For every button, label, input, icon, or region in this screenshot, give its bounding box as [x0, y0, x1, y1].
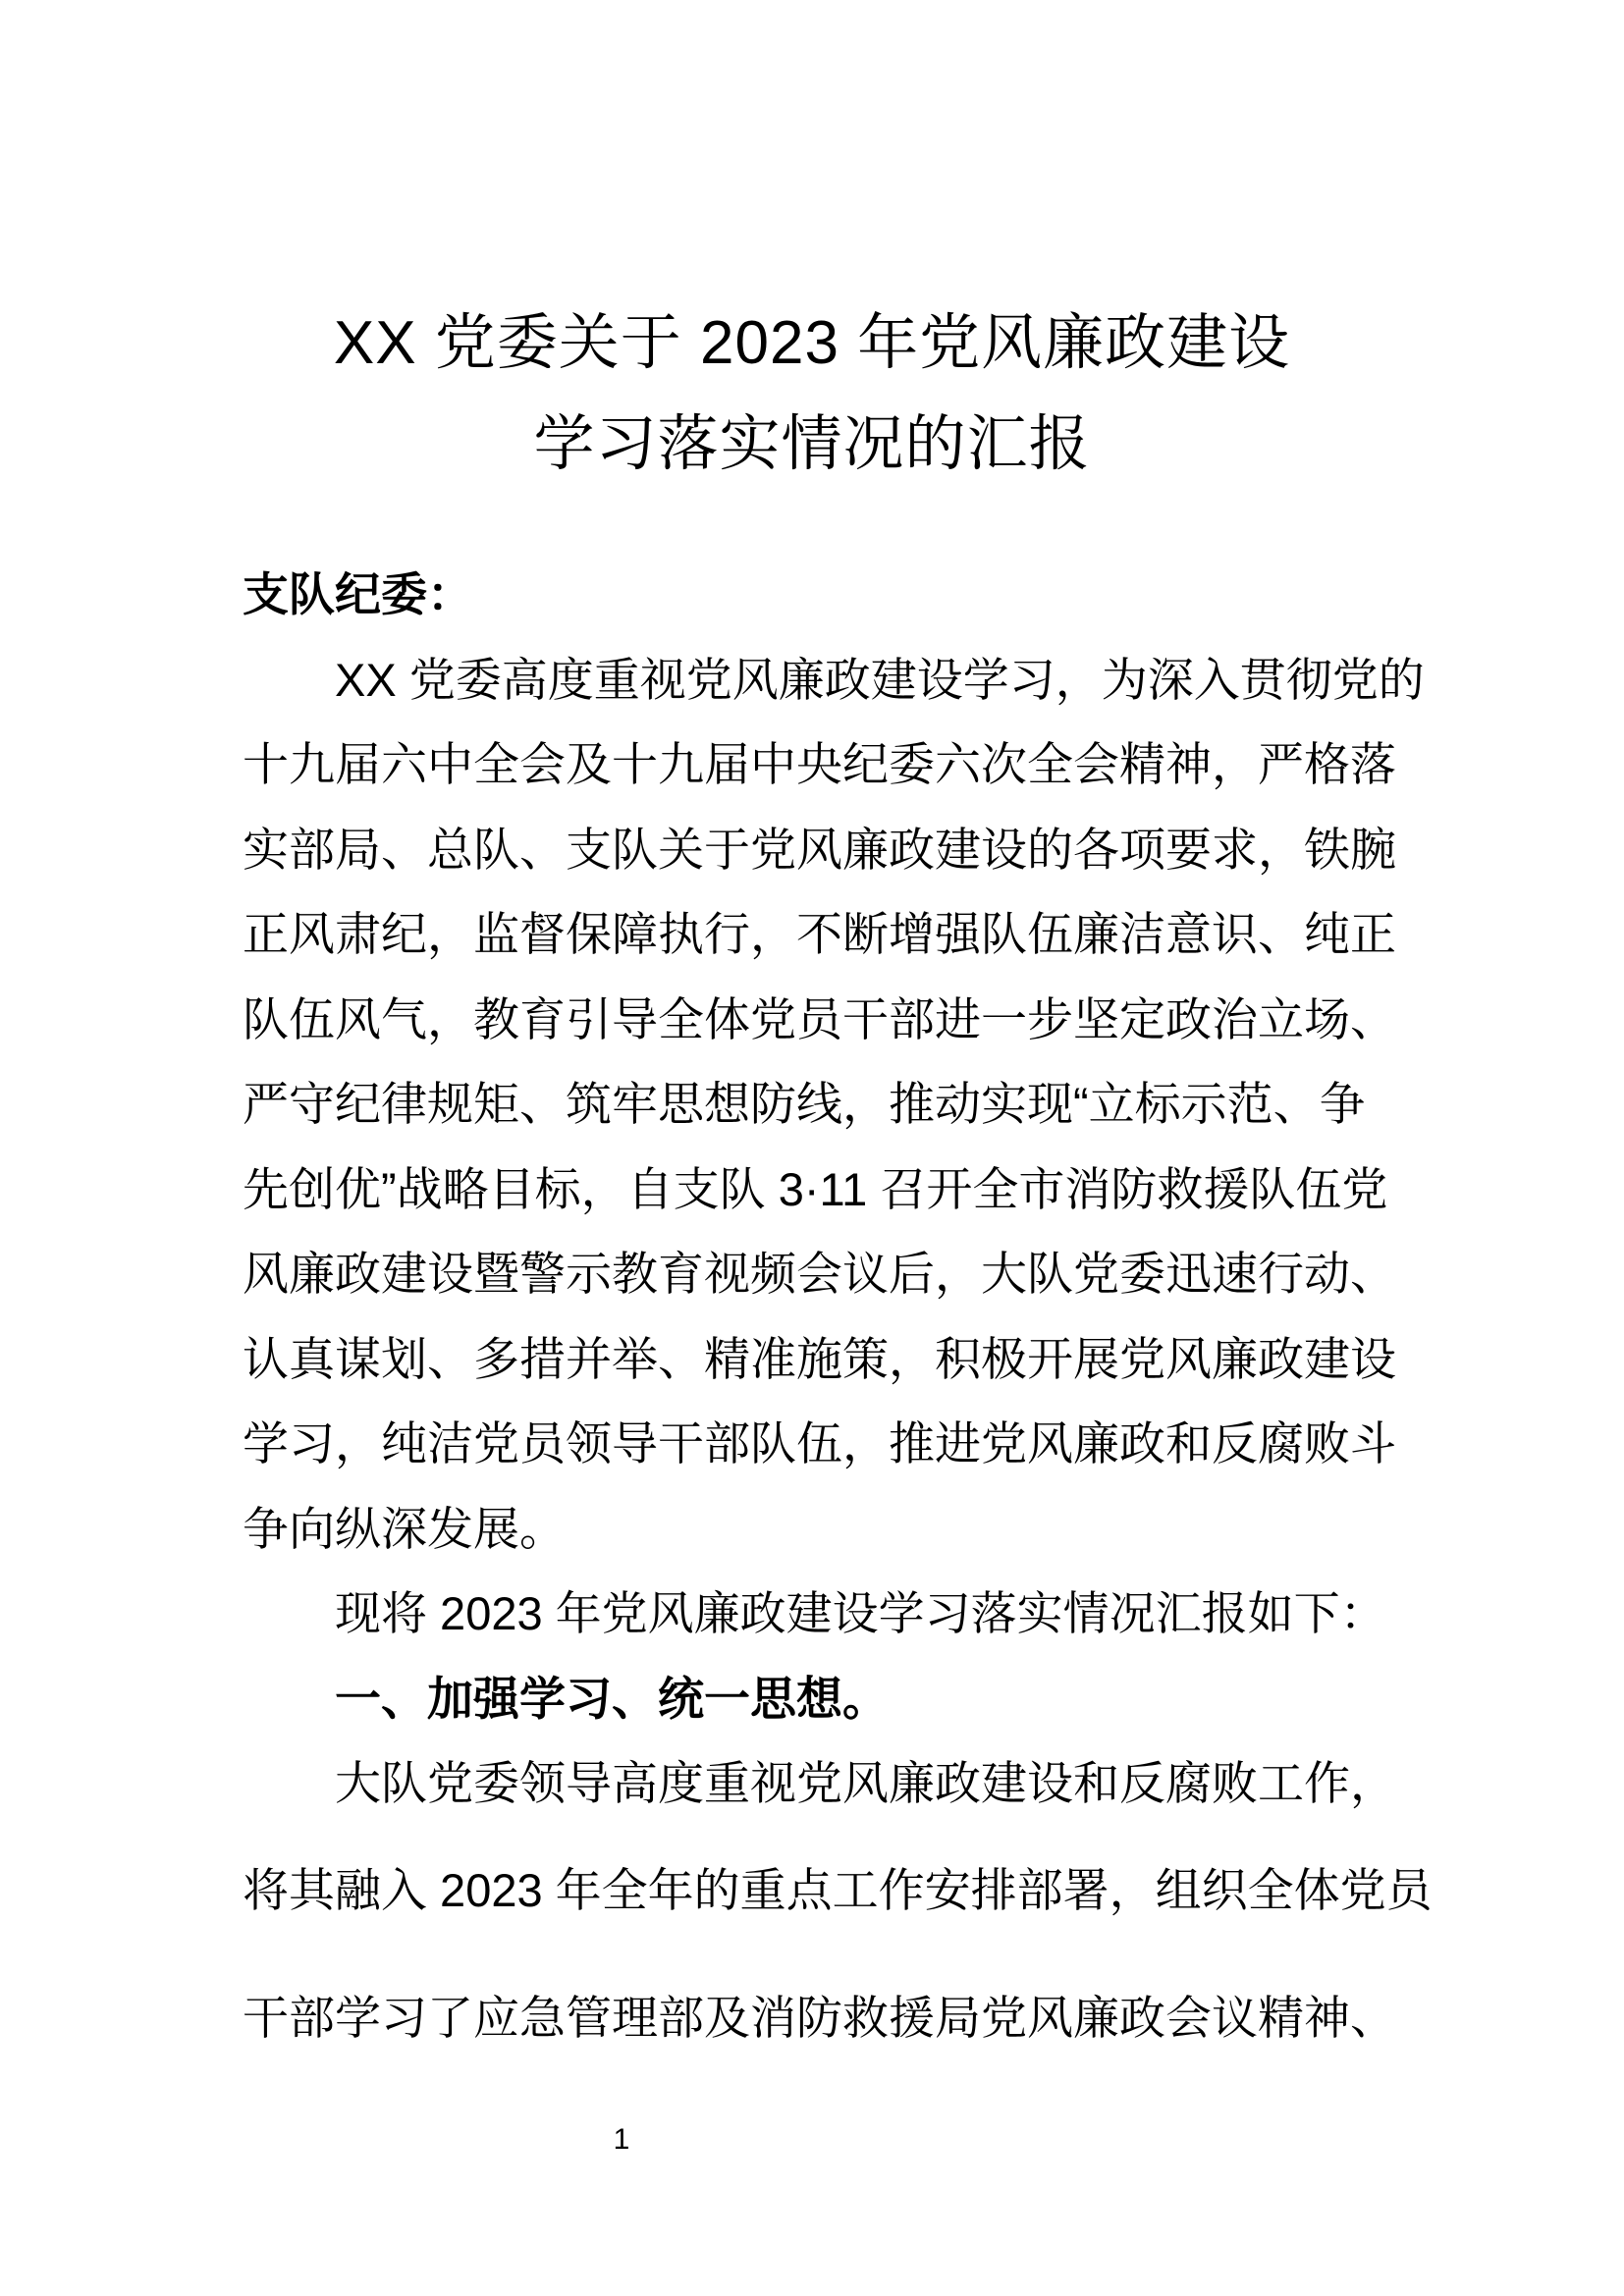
- paragraph-1-line: 认真谋划、多措并举、精准施策，积极开展党风廉政建设: [243, 1332, 1396, 1385]
- paragraph-2-line: 现将 2023 年党风廉政建设学习落实情况汇报如下：: [335, 1587, 1386, 1639]
- paragraph-3-line: 将其融入 2023 年全年的重点工作安排部署，组织全体党员: [243, 1863, 1433, 1916]
- paragraph-1-line: 正风肃纪，监督保障执行，不断增强队伍廉洁意识、纯正: [243, 908, 1396, 960]
- paragraph-1-line: 实部局、总队、支队关于党风廉政建设的各项要求，铁腕: [243, 823, 1396, 876]
- section-heading-1: 一、加强学习、统一思想。: [335, 1672, 889, 1725]
- paragraph-3-line: 干部学习了应急管理部及消防救援局党风廉政会议精神、: [243, 1991, 1396, 2044]
- paragraph-3-line: 大队党委领导高度重视党风廉政建设和反腐败工作，: [335, 1757, 1396, 1809]
- paragraph-1-line: 十九届六中全会及十九届中央纪委六次全会精神，严格落: [243, 738, 1396, 790]
- page-number: 1: [613, 2123, 630, 2156]
- paragraph-3-continued: [243, 1827, 1433, 2082]
- paragraph-1-line: 争向纵深发展。: [243, 1502, 566, 1555]
- salutation: 支队纪委：: [243, 568, 473, 620]
- paragraph-1-line: 学习，纯洁党员领导干部队伍，推进党风廉政和反腐败斗: [243, 1417, 1396, 1469]
- title-line-2: 学习落实情况的汇报: [533, 410, 1091, 478]
- paragraph-1-line: 严守纪律规矩、筑牢思想防线，推动实现“立标示范、争: [243, 1078, 1366, 1130]
- title-line-1: XX 党委关于 2023 年党风廉政建设: [333, 309, 1291, 377]
- paragraph-1-line: XX 党委高度重视党风廉政建设学习，为深入贯彻党的: [335, 653, 1425, 706]
- document-body: [243, 553, 1433, 2082]
- paragraph-1-line: 队伍风气，教育引导全体党员干部进一步坚定政治立场、: [243, 992, 1396, 1045]
- document-title: [0, 293, 1624, 495]
- paragraph-1-line: 先创优”战略目标，自支队 3·11 召开全市消防救援队伍党: [243, 1162, 1388, 1215]
- paragraph-1-line: 风廉政建设暨警示教育视频会议后，大队党委迅速行动、: [243, 1248, 1396, 1300]
